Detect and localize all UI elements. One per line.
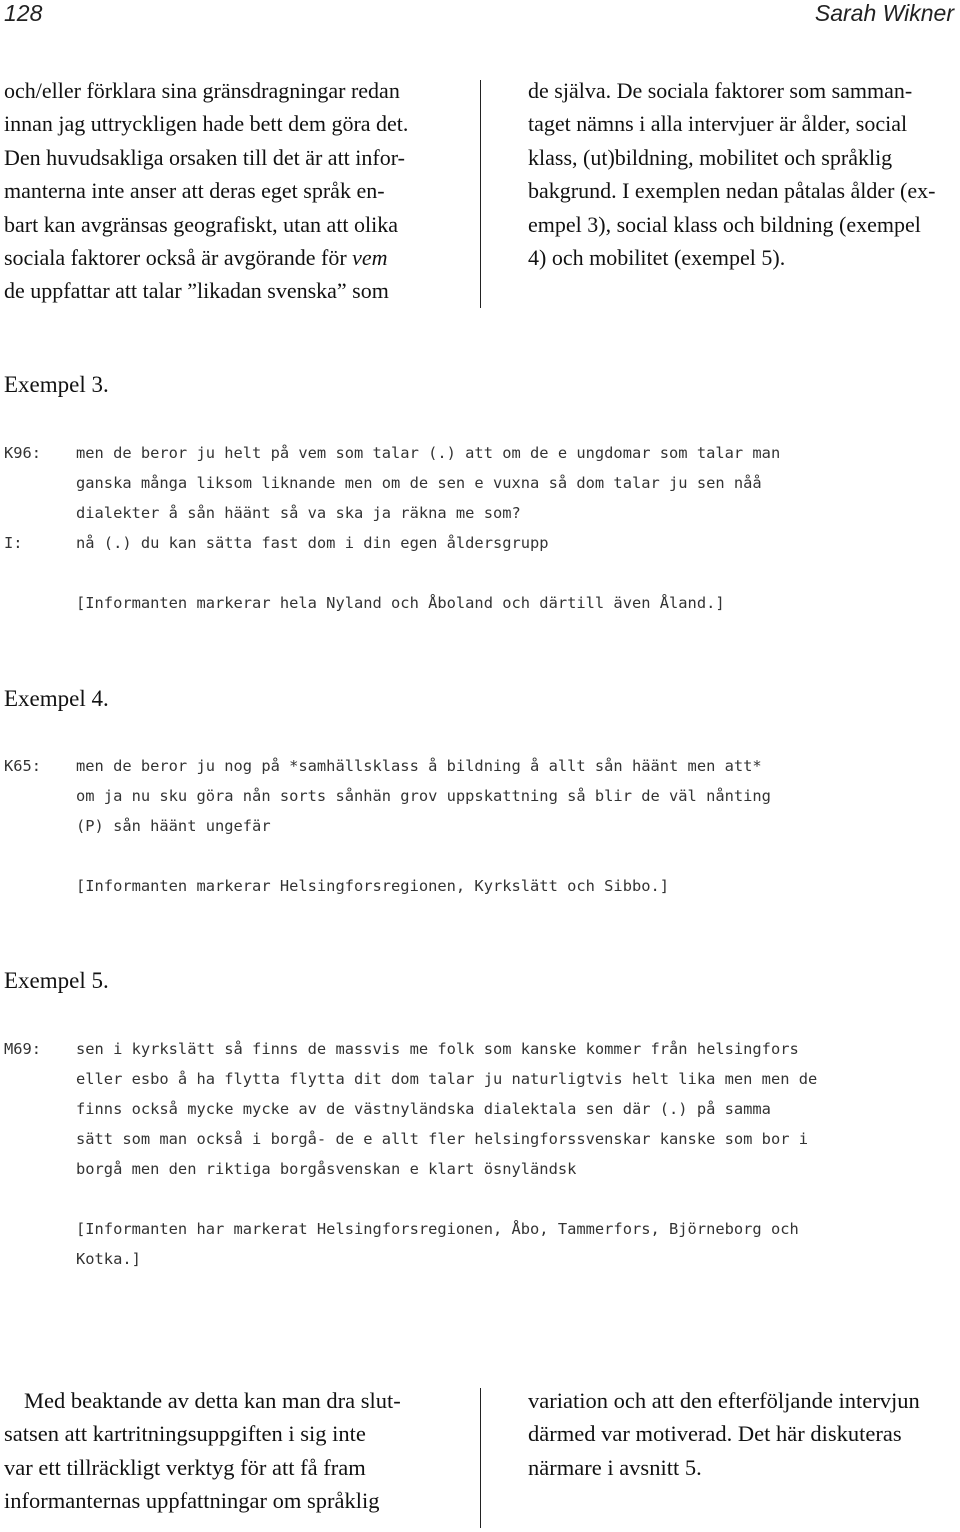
speaker-label: K65: xyxy=(4,757,42,775)
text-line: Den huvudsakliga orsaken till det är att infor- xyxy=(4,144,405,170)
text-line: bart kan avgränsas geografiskt, utan att olika xyxy=(4,211,399,237)
text-line: satsen att kartritningsuppgiften i sig inte xyxy=(4,1421,366,1447)
example-5-transcript xyxy=(0,1034,960,1274)
text-line: empel 3), social klass och bildning (exempel xyxy=(528,211,921,237)
transcript-line: men de beror ju nog på *samhällsklass å bildning å allt sån häänt men att* xyxy=(76,757,762,775)
text-line: var ett tillräckligt verktyg för att få fram xyxy=(4,1454,366,1480)
text-line: variation och att den efterföljande intervjun xyxy=(528,1388,920,1413)
text-line: närmare i avsnitt 5. xyxy=(528,1454,702,1480)
text-line: manterna inte anser att deras eget språk en- xyxy=(4,178,385,204)
text-line: därmed var motiverad. Det här diskuteras xyxy=(528,1421,902,1447)
transcript-line: eller esbo å ha flytta flytta dit dom talar ju naturligtvis helt lika men men de xyxy=(76,1070,818,1088)
example-3-transcript xyxy=(0,438,960,612)
transcript-line: finns också mycke mycke av de västnyländska dialektala sen där (.) på samma xyxy=(76,1100,771,1118)
transcript-note: [Informanten markerar Helsingforsregionen, Kyrkslätt och Sibbo.] xyxy=(76,877,670,895)
text-line: innan jag uttryckligen hade bett dem göra det. xyxy=(4,111,409,137)
transcript-line: (P) sån häänt ungefär xyxy=(76,817,271,835)
text-span: sociala faktorer också är avgörande för xyxy=(4,245,353,271)
speaker-label: M69: xyxy=(4,1040,42,1058)
transcript-line: borgå men den riktiga borgåsvenskan e klart ösnyländsk xyxy=(76,1160,577,1178)
speaker-label: I: xyxy=(4,534,23,552)
body-text-left-bottom xyxy=(4,1384,444,1518)
text-line: och/eller förklara sina gränsdragningar redan xyxy=(4,78,400,103)
text-line: 4) och mobilitet (exempel 5). xyxy=(528,245,786,271)
column-rule-bottom xyxy=(480,1388,481,1528)
body-text-right-bottom xyxy=(528,1384,958,1484)
running-header xyxy=(0,0,960,28)
transcript-line: dialekter å sån häänt så va ska ja räkna me som? xyxy=(76,504,521,522)
example-4-heading: Exempel 4. xyxy=(4,686,109,711)
example-4-transcript xyxy=(0,751,960,901)
text-line: bakgrund. I exemplen nedan påtalas ålder (ex- xyxy=(528,178,936,204)
text-line: de själva. De sociala faktorer som samman- xyxy=(528,78,913,103)
column-rule-top xyxy=(480,80,481,308)
transcript-line: sätt som man också i borgå- de e allt fler helsingforssvenskar kanske som bor i xyxy=(76,1130,809,1148)
transcript-note: Kotka.] xyxy=(76,1250,141,1268)
emphasis-vem: vem xyxy=(352,245,388,271)
text-line: de uppfattar att talar ”likadan svenska” som xyxy=(4,278,389,304)
running-author: Sarah Wikner xyxy=(814,0,954,26)
transcript-line: ganska många liksom liknande men om de sen e vuxna så dom talar ju sen nåå xyxy=(76,474,762,492)
transcript-line: sen i kyrkslätt så finns de massvis me folk som kanske kommer från helsingfors xyxy=(76,1040,799,1058)
page-number: 128 xyxy=(4,0,43,26)
speaker-label: K96: xyxy=(4,444,42,462)
text-line xyxy=(4,241,436,274)
text-line: taget nämns i alla intervjuer är ålder, social xyxy=(528,111,908,137)
transcript-note: [Informanten har markerat Helsingforsregionen, Åbo, Tammerfors, Björneborg och xyxy=(76,1220,799,1238)
text-line: klass, (ut)bildning, mobilitet och språklig xyxy=(528,144,893,170)
example-3-heading: Exempel 3. xyxy=(4,372,109,397)
text-line: informanternas uppfattningar om språklig xyxy=(4,1488,380,1514)
transcript-line: om ja nu sku göra nån sorts sånhän grov uppskattning så blir de väl nånting xyxy=(76,787,771,805)
body-text-right-top xyxy=(528,74,958,274)
transcript-note: [Informanten markerar hela Nyland och Åboland och därtill även Åland.] xyxy=(76,594,725,612)
body-text-left-top xyxy=(4,74,436,308)
example-5-heading: Exempel 5. xyxy=(4,968,109,993)
transcript-line: men de beror ju helt på vem som talar (.) att om de e ungdomar som talar man xyxy=(76,444,781,462)
text-line: Med beaktande av detta kan man dra slut- xyxy=(24,1388,401,1413)
transcript-line: nå (.) du kan sätta fast dom i din egen åldersgrupp xyxy=(76,534,549,552)
